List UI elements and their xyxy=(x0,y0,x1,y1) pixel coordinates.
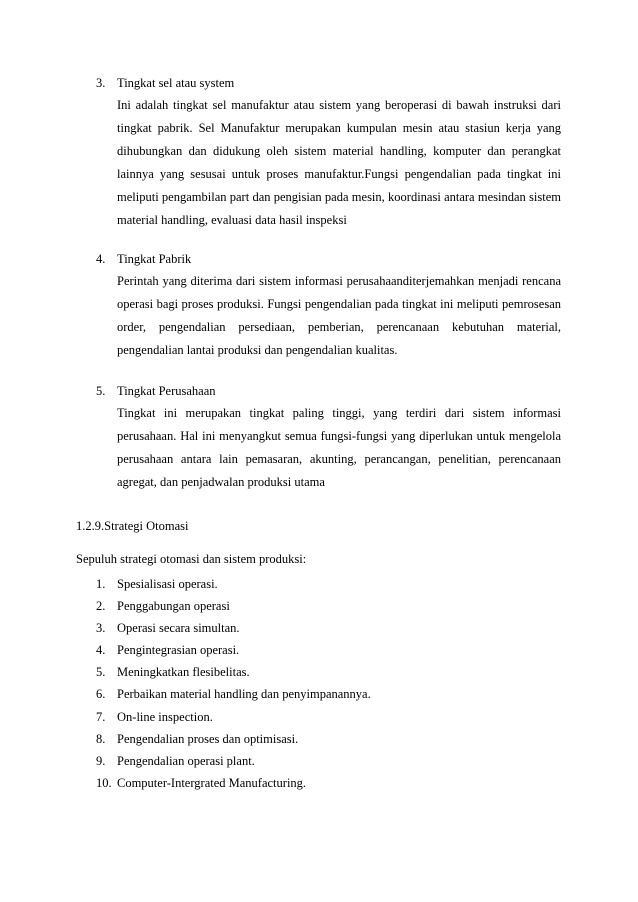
list-number: 3. xyxy=(96,621,106,636)
list-number: 2. xyxy=(96,599,106,614)
section-intro: Sepuluh strategi otomasi dan sistem produksi: xyxy=(76,552,307,566)
list-text: Pengendalian proses dan optimisasi. xyxy=(117,731,299,746)
list-text: Pengintegrasian operasi. xyxy=(117,643,240,658)
list-text: Operasi secara simultan. xyxy=(117,621,240,636)
list-number: 10. xyxy=(96,775,112,790)
item-number: 5. xyxy=(96,384,106,398)
list-number: 7. xyxy=(96,709,106,724)
item-number: 3. xyxy=(96,76,106,90)
section-heading: 1.2.9.Strategi Otomasi xyxy=(76,519,189,533)
list-number: 8. xyxy=(96,731,106,746)
list-text: Meningkatkan flesibelitas. xyxy=(117,665,250,680)
list-text: Spesialisasi operasi. xyxy=(117,577,218,591)
item-paragraph: Tingkat ini merupakan tingkat paling tinggi, yang terdiri dari sistem informasi perusahaan. Hal ini menyangkut semua fungsi-fungsi yang diperlukan untuk mengelola perusahaan antara lain pemasaran, akunting, perancangan, penelitian, perencanaan agregat, dan penjadwalan produksi utama xyxy=(117,406,561,489)
list-text: Penggabungan operasi xyxy=(117,599,230,614)
list-text: Computer-Intergrated Manufacturing. xyxy=(117,775,307,790)
list-text: On-line inspection. xyxy=(117,709,213,724)
item-heading xyxy=(96,250,566,268)
list-text: Perbaikan material handling dan penyimpanannya. xyxy=(117,687,371,702)
item-heading xyxy=(96,74,566,92)
item-number: 4. xyxy=(96,252,106,266)
list-number: 5. xyxy=(96,665,106,680)
item-title: Tingkat sel atau system xyxy=(117,76,235,90)
list-number: 1. xyxy=(96,577,106,591)
list-number: 4. xyxy=(96,643,106,658)
list-number: 6. xyxy=(96,687,106,702)
list-item-level-3 xyxy=(96,74,566,232)
item-paragraph: Perintah yang diterima dari sistem informasi perusahaanditerjemahkan menjadi rencana operasi bagi proses produksi. Fungsi pengendalian pada tingkat ini meliputi pemrosesan order, pengendalian persediaan, pemberian, perencanaan kebutuhan material, pengendalian lantai produksi dan pengendalian kualitas. xyxy=(117,274,561,357)
list-item-level-5 xyxy=(96,382,566,494)
list-item-level-4 xyxy=(96,250,566,362)
item-heading xyxy=(96,382,566,400)
item-title: Tingkat Perusahaan xyxy=(117,384,216,398)
list-text: Pengendalian operasi plant. xyxy=(117,753,255,768)
item-title: Tingkat Pabrik xyxy=(117,252,192,266)
list-number: 9. xyxy=(96,753,106,768)
item-paragraph: Ini adalah tingkat sel manufaktur atau sistem yang beroperasi di bawah instruksi dari tingkat pabrik. Sel Manufaktur merupakan kumpulan mesin atau stasiun kerja yang dihubungkan dan didukung oleh sistem material handling, komputer dan perangkat lainnya yang sesusai untuk proses manufaktur.Fungsi pengendalian pada tingkat ini meliputi pengambilan part dan pengisian pada mesin, koordinasi antara mesindan sistem material handling, evaluasi data hasil inspeksi xyxy=(117,98,561,227)
